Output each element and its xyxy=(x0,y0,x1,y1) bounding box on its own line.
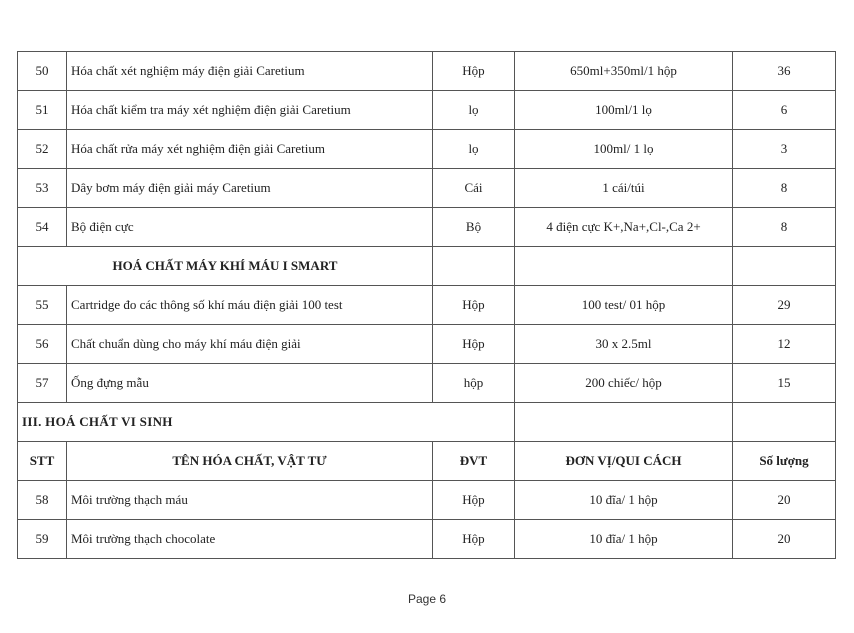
row-name: Bộ điện cực xyxy=(67,208,433,247)
row-stt: 53 xyxy=(18,169,67,208)
row-spec: 10 đĩa/ 1 hộp xyxy=(515,481,733,520)
row-name: Môi trường thạch máu xyxy=(67,481,433,520)
row-name: Chất chuẩn dùng cho máy khí máu điện giải xyxy=(67,325,433,364)
section-title: III. HOÁ CHẤT VI SINH xyxy=(18,403,515,442)
row-qty: 8 xyxy=(733,169,836,208)
empty-cell xyxy=(515,403,733,442)
row-spec: 4 điện cực K+,Na+,Cl-,Ca 2+ xyxy=(515,208,733,247)
section-row-blood-gas xyxy=(18,247,836,286)
empty-cell xyxy=(733,247,836,286)
row-spec: 100 test/ 01 hộp xyxy=(515,286,733,325)
row-name: Hóa chất kiểm tra máy xét nghiệm điện giải Caretium xyxy=(67,91,433,130)
row-spec: 200 chiếc/ hộp xyxy=(515,364,733,403)
row-stt: 52 xyxy=(18,130,67,169)
supplies-table xyxy=(17,51,836,559)
row-spec: 100ml/1 lọ xyxy=(515,91,733,130)
table-header-row xyxy=(18,442,836,481)
row-unit: Hộp xyxy=(433,52,515,91)
table-row xyxy=(18,52,836,91)
row-spec: 30 x 2.5ml xyxy=(515,325,733,364)
row-unit: lọ xyxy=(433,130,515,169)
row-stt: 50 xyxy=(18,52,67,91)
row-qty: 20 xyxy=(733,481,836,520)
row-qty: 15 xyxy=(733,364,836,403)
row-unit: Hộp xyxy=(433,481,515,520)
row-stt: 55 xyxy=(18,286,67,325)
header-stt: STT xyxy=(18,442,67,481)
table-row xyxy=(18,169,836,208)
row-unit: Hộp xyxy=(433,325,515,364)
empty-cell xyxy=(433,247,515,286)
row-qty: 6 xyxy=(733,91,836,130)
row-unit: Cái xyxy=(433,169,515,208)
table-row xyxy=(18,364,836,403)
table-row xyxy=(18,481,836,520)
row-unit: Bộ xyxy=(433,208,515,247)
row-spec: 650ml+350ml/1 hộp xyxy=(515,52,733,91)
row-stt: 51 xyxy=(18,91,67,130)
header-unit: ĐVT xyxy=(433,442,515,481)
row-name: Hóa chất xét nghiệm máy điện giải Caretium xyxy=(67,52,433,91)
row-stt: 56 xyxy=(18,325,67,364)
page-number: Page 6 xyxy=(407,592,447,606)
row-qty: 8 xyxy=(733,208,836,247)
row-stt: 57 xyxy=(18,364,67,403)
table-row xyxy=(18,91,836,130)
header-spec: ĐƠN VỊ/QUI CÁCH xyxy=(515,442,733,481)
row-name: Hóa chất rửa máy xét nghiệm điện giải Caretium xyxy=(67,130,433,169)
header-name: TÊN HÓA CHẤT, VẬT TƯ xyxy=(67,442,433,481)
table-row xyxy=(18,520,836,559)
row-stt: 54 xyxy=(18,208,67,247)
table-row xyxy=(18,130,836,169)
row-unit: Hộp xyxy=(433,520,515,559)
row-qty: 29 xyxy=(733,286,836,325)
section-row-microbiology xyxy=(18,403,836,442)
table-row xyxy=(18,208,836,247)
row-name: Cartridge đo các thông số khí máu điện giải 100 test xyxy=(67,286,433,325)
row-spec: 1 cái/túi xyxy=(515,169,733,208)
row-qty: 36 xyxy=(733,52,836,91)
row-name: Ống đựng mẫu xyxy=(67,364,433,403)
row-stt: 59 xyxy=(18,520,67,559)
table-row xyxy=(18,286,836,325)
section-title: HOÁ CHẤT MÁY KHÍ MÁU I SMART xyxy=(18,247,433,286)
row-qty: 20 xyxy=(733,520,836,559)
header-qty: Số lượng xyxy=(733,442,836,481)
row-unit: Hộp xyxy=(433,286,515,325)
row-name: Dây bơm máy điện giải máy Caretium xyxy=(67,169,433,208)
row-qty: 3 xyxy=(733,130,836,169)
table-row xyxy=(18,325,836,364)
row-qty: 12 xyxy=(733,325,836,364)
row-unit: hộp xyxy=(433,364,515,403)
row-spec: 100ml/ 1 lọ xyxy=(515,130,733,169)
row-stt: 58 xyxy=(18,481,67,520)
row-name: Môi trường thạch chocolate xyxy=(67,520,433,559)
empty-cell xyxy=(515,247,733,286)
row-unit: lọ xyxy=(433,91,515,130)
row-spec: 10 đĩa/ 1 hộp xyxy=(515,520,733,559)
empty-cell xyxy=(733,403,836,442)
